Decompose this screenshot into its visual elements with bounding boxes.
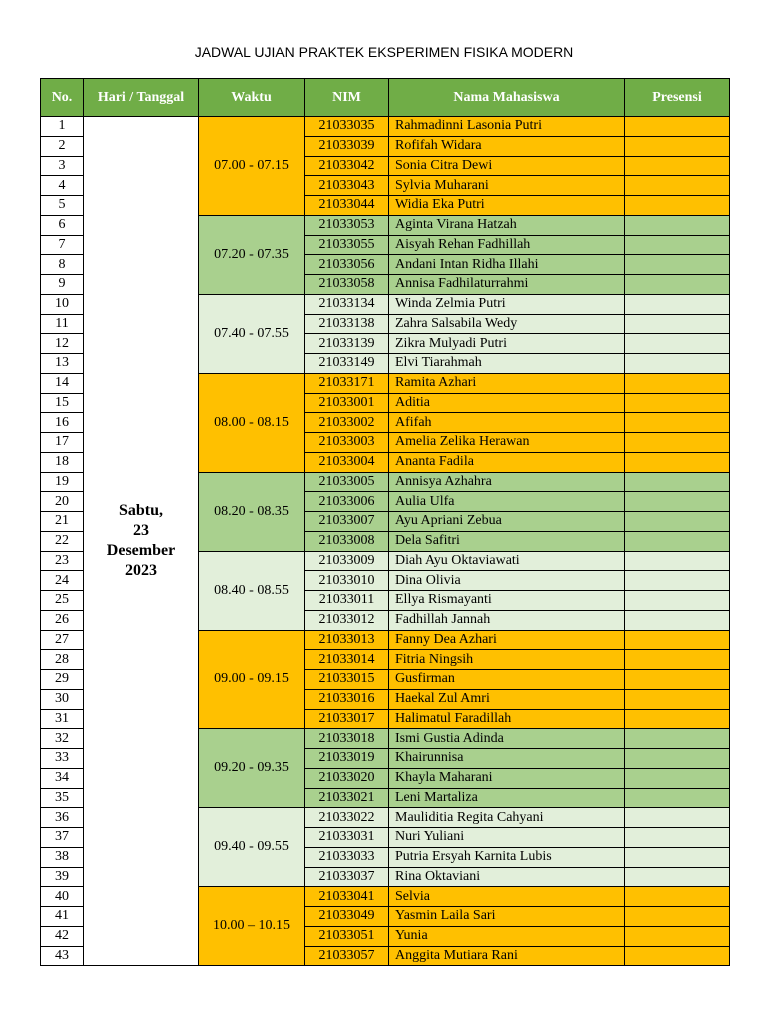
student-name: Leni Martaliza xyxy=(389,788,625,808)
student-name: Haekal Zul Amri xyxy=(389,689,625,709)
student-nim: 21033006 xyxy=(305,492,389,512)
student-nim: 21033021 xyxy=(305,788,389,808)
row-number: 6 xyxy=(41,215,84,235)
student-nim: 21033010 xyxy=(305,571,389,591)
attendance-cell[interactable] xyxy=(625,314,730,334)
student-nim: 21033056 xyxy=(305,255,389,275)
student-name: Ellya Rismayanti xyxy=(389,591,625,611)
student-name: Ramita Azhari xyxy=(389,373,625,393)
student-name: Elvi Tiarahmah xyxy=(389,354,625,374)
row-number: 31 xyxy=(41,709,84,729)
attendance-cell[interactable] xyxy=(625,808,730,828)
student-nim: 21033002 xyxy=(305,413,389,433)
table-row xyxy=(41,117,730,137)
row-number: 19 xyxy=(41,472,84,492)
attendance-cell[interactable] xyxy=(625,433,730,453)
student-nim: 21033051 xyxy=(305,926,389,946)
row-number: 37 xyxy=(41,828,84,848)
attendance-cell[interactable] xyxy=(625,472,730,492)
header-time: Waktu xyxy=(199,79,305,117)
student-nim: 21033003 xyxy=(305,433,389,453)
exam-date-line: 2023 xyxy=(125,562,157,580)
student-name: Annisa Fadhilaturrahmi xyxy=(389,275,625,295)
attendance-cell[interactable] xyxy=(625,946,730,966)
student-nim: 21033042 xyxy=(305,156,389,176)
student-name: Winda Zelmia Putri xyxy=(389,294,625,314)
attendance-cell[interactable] xyxy=(625,907,730,927)
page-title: JADWAL UJIAN PRAKTEK EKSPERIMEN FISIKA MODERN xyxy=(194,44,574,60)
student-name: Yunia xyxy=(389,926,625,946)
header-no: No. xyxy=(41,79,84,117)
attendance-cell[interactable] xyxy=(625,235,730,255)
attendance-cell[interactable] xyxy=(625,887,730,907)
student-name: Sylvia Muharani xyxy=(389,176,625,196)
row-number: 16 xyxy=(41,413,84,433)
row-number: 38 xyxy=(41,847,84,867)
student-name: Aulia Ulfa xyxy=(389,492,625,512)
row-number: 2 xyxy=(41,136,84,156)
student-name: Rahmadinni Lasonia Putri xyxy=(389,117,625,137)
attendance-cell[interactable] xyxy=(625,610,730,630)
row-number: 26 xyxy=(41,610,84,630)
attendance-cell[interactable] xyxy=(625,215,730,235)
attendance-cell[interactable] xyxy=(625,334,730,354)
student-nim: 21033055 xyxy=(305,235,389,255)
row-number: 34 xyxy=(41,768,84,788)
student-name: Amelia Zelika Herawan xyxy=(389,433,625,453)
time-slot: 08.40 - 08.55 xyxy=(199,551,305,630)
row-number: 23 xyxy=(41,551,84,571)
student-nim: 21033138 xyxy=(305,314,389,334)
attendance-cell[interactable] xyxy=(625,709,730,729)
student-name: Halimatul Faradillah xyxy=(389,709,625,729)
student-nim: 21033012 xyxy=(305,610,389,630)
student-nim: 21033005 xyxy=(305,472,389,492)
attendance-cell[interactable] xyxy=(625,591,730,611)
row-number: 25 xyxy=(41,591,84,611)
student-name: Widia Eka Putri xyxy=(389,196,625,216)
row-number: 36 xyxy=(41,808,84,828)
student-name: Afifah xyxy=(389,413,625,433)
student-nim: 21033004 xyxy=(305,452,389,472)
row-number: 20 xyxy=(41,492,84,512)
attendance-cell[interactable] xyxy=(625,393,730,413)
row-number: 15 xyxy=(41,393,84,413)
student-name: Ismi Gustia Adinda xyxy=(389,729,625,749)
student-nim: 21033171 xyxy=(305,373,389,393)
attendance-cell[interactable] xyxy=(625,136,730,156)
row-number: 3 xyxy=(41,156,84,176)
time-slot: 09.40 - 09.55 xyxy=(199,808,305,887)
row-number: 28 xyxy=(41,650,84,670)
attendance-cell[interactable] xyxy=(625,117,730,137)
student-nim: 21033041 xyxy=(305,887,389,907)
student-name: Fadhillah Jannah xyxy=(389,610,625,630)
row-number: 29 xyxy=(41,670,84,690)
student-name: Khayla Maharani xyxy=(389,768,625,788)
time-slot: 07.40 - 07.55 xyxy=(199,294,305,373)
header-nim: NIM xyxy=(305,79,389,117)
student-nim: 21033049 xyxy=(305,907,389,927)
row-number: 10 xyxy=(41,294,84,314)
student-name: Annisya Azhahra xyxy=(389,472,625,492)
attendance-cell[interactable] xyxy=(625,492,730,512)
attendance-cell[interactable] xyxy=(625,452,730,472)
student-name: Fanny Dea Azhari xyxy=(389,630,625,650)
student-nim: 21033058 xyxy=(305,275,389,295)
attendance-cell[interactable] xyxy=(625,354,730,374)
student-name: Aginta Virana Hatzah xyxy=(389,215,625,235)
row-number: 9 xyxy=(41,275,84,295)
row-number: 27 xyxy=(41,630,84,650)
header-row xyxy=(41,79,730,117)
student-name: Putria Ersyah Karnita Lubis xyxy=(389,847,625,867)
student-nim: 21033043 xyxy=(305,176,389,196)
header-name: Nama Mahasiswa xyxy=(389,79,625,117)
attendance-cell[interactable] xyxy=(625,255,730,275)
student-nim: 21033134 xyxy=(305,294,389,314)
attendance-cell[interactable] xyxy=(625,512,730,532)
attendance-cell[interactable] xyxy=(625,670,730,690)
attendance-cell[interactable] xyxy=(625,294,730,314)
time-slot: 07.20 - 07.35 xyxy=(199,215,305,294)
student-nim: 21033020 xyxy=(305,768,389,788)
row-number: 1 xyxy=(41,117,84,137)
attendance-cell[interactable] xyxy=(625,768,730,788)
row-number: 11 xyxy=(41,314,84,334)
attendance-cell[interactable] xyxy=(625,847,730,867)
table-body xyxy=(41,117,730,966)
attendance-cell[interactable] xyxy=(625,828,730,848)
student-name: Selvia xyxy=(389,887,625,907)
attendance-cell[interactable] xyxy=(625,176,730,196)
row-number: 41 xyxy=(41,907,84,927)
attendance-cell[interactable] xyxy=(625,926,730,946)
student-nim: 21033033 xyxy=(305,847,389,867)
attendance-cell[interactable] xyxy=(625,413,730,433)
student-name: Dina Olivia xyxy=(389,571,625,591)
attendance-cell[interactable] xyxy=(625,275,730,295)
row-number: 8 xyxy=(41,255,84,275)
student-name: Yasmin Laila Sari xyxy=(389,907,625,927)
row-number: 21 xyxy=(41,512,84,532)
student-name: Gusfirman xyxy=(389,670,625,690)
row-number: 18 xyxy=(41,452,84,472)
attendance-cell[interactable] xyxy=(625,729,730,749)
header-attendance: Presensi xyxy=(625,79,730,117)
student-nim: 21033017 xyxy=(305,709,389,729)
time-slot: 07.00 - 07.15 xyxy=(199,117,305,216)
student-name: Aditia xyxy=(389,393,625,413)
exam-date xyxy=(84,117,199,966)
student-nim: 21033035 xyxy=(305,117,389,137)
exam-date-line: Sabtu, xyxy=(118,502,164,520)
attendance-cell[interactable] xyxy=(625,867,730,887)
student-nim: 21033039 xyxy=(305,136,389,156)
exam-date-line: 23 xyxy=(133,522,149,540)
student-nim: 21033053 xyxy=(305,215,389,235)
student-name: Zikra Mulyadi Putri xyxy=(389,334,625,354)
time-slot: 09.00 - 09.15 xyxy=(199,630,305,729)
student-nim: 21033022 xyxy=(305,808,389,828)
row-number: 22 xyxy=(41,531,84,551)
row-number: 40 xyxy=(41,887,84,907)
student-nim: 21033018 xyxy=(305,729,389,749)
row-number: 35 xyxy=(41,788,84,808)
student-name: Diah Ayu Oktaviawati xyxy=(389,551,625,571)
attendance-cell[interactable] xyxy=(625,788,730,808)
row-number: 13 xyxy=(41,354,84,374)
student-name: Dela Safitri xyxy=(389,531,625,551)
header-date: Hari / Tanggal xyxy=(84,79,199,117)
attendance-cell[interactable] xyxy=(625,749,730,769)
student-nim: 21033149 xyxy=(305,354,389,374)
time-slot: 08.20 - 08.35 xyxy=(199,472,305,551)
student-nim: 21033019 xyxy=(305,749,389,769)
student-name: Anggita Mutiara Rani xyxy=(389,946,625,966)
attendance-cell[interactable] xyxy=(625,156,730,176)
student-nim: 21033011 xyxy=(305,591,389,611)
time-slot: 09.20 - 09.35 xyxy=(199,729,305,808)
student-name: Zahra Salsabila Wedy xyxy=(389,314,625,334)
student-name: Nuri Yuliani xyxy=(389,828,625,848)
student-nim: 21033031 xyxy=(305,828,389,848)
row-number: 4 xyxy=(41,176,84,196)
exam-date-line: Desember xyxy=(106,542,176,560)
attendance-cell[interactable] xyxy=(625,650,730,670)
row-number: 32 xyxy=(41,729,84,749)
student-nim: 21033057 xyxy=(305,946,389,966)
time-slot: 10.00 – 10.15 xyxy=(199,887,305,966)
student-name: Mauliditia Regita Cahyani xyxy=(389,808,625,828)
attendance-cell[interactable] xyxy=(625,630,730,650)
student-nim: 21033008 xyxy=(305,531,389,551)
attendance-cell[interactable] xyxy=(625,196,730,216)
student-name: Sonia Citra Dewi xyxy=(389,156,625,176)
attendance-cell[interactable] xyxy=(625,689,730,709)
row-number: 33 xyxy=(41,749,84,769)
schedule-table xyxy=(40,78,730,966)
row-number: 12 xyxy=(41,334,84,354)
student-name: Ayu Apriani Zebua xyxy=(389,512,625,532)
student-nim: 21033037 xyxy=(305,867,389,887)
row-number: 30 xyxy=(41,689,84,709)
student-nim: 21033009 xyxy=(305,551,389,571)
student-nim: 21033139 xyxy=(305,334,389,354)
row-number: 7 xyxy=(41,235,84,255)
student-nim: 21033016 xyxy=(305,689,389,709)
row-number: 43 xyxy=(41,946,84,966)
attendance-cell[interactable] xyxy=(625,571,730,591)
student-name: Khairunnisa xyxy=(389,749,625,769)
student-name: Andani Intan Ridha Illahi xyxy=(389,255,625,275)
student-nim: 21033014 xyxy=(305,650,389,670)
row-number: 42 xyxy=(41,926,84,946)
row-number: 17 xyxy=(41,433,84,453)
student-name: Fitria Ningsih xyxy=(389,650,625,670)
row-number: 24 xyxy=(41,571,84,591)
student-nim: 21033013 xyxy=(305,630,389,650)
student-name: Rina Oktaviani xyxy=(389,867,625,887)
attendance-cell[interactable] xyxy=(625,551,730,571)
row-number: 14 xyxy=(41,373,84,393)
attendance-cell[interactable] xyxy=(625,531,730,551)
student-name: Rofifah Widara xyxy=(389,136,625,156)
row-number: 39 xyxy=(41,867,84,887)
time-slot: 08.00 - 08.15 xyxy=(199,373,305,472)
student-name: Aisyah Rehan Fadhillah xyxy=(389,235,625,255)
student-nim: 21033015 xyxy=(305,670,389,690)
student-nim: 21033001 xyxy=(305,393,389,413)
student-nim: 21033044 xyxy=(305,196,389,216)
student-nim: 21033007 xyxy=(305,512,389,532)
row-number: 5 xyxy=(41,196,84,216)
student-name: Ananta Fadila xyxy=(389,452,625,472)
attendance-cell[interactable] xyxy=(625,373,730,393)
